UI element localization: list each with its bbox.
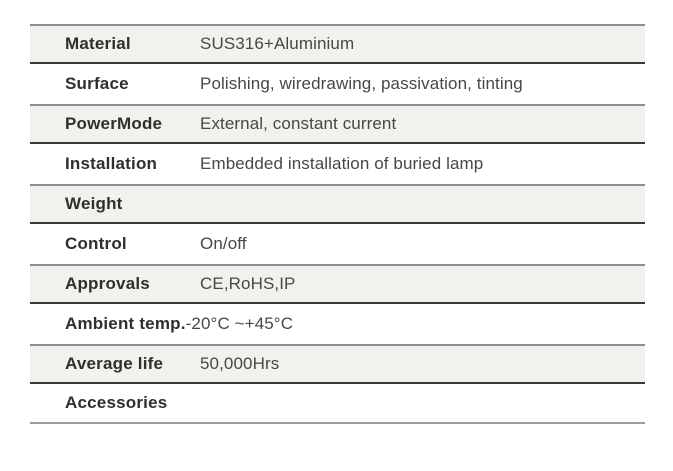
spec-label: Accessories [65, 393, 168, 412]
spec-row-material [30, 24, 645, 64]
specification-table [30, 24, 645, 424]
spec-row-powermode [30, 104, 645, 144]
spec-label: PowerMode [65, 114, 163, 133]
spec-label: Material [65, 34, 131, 53]
spec-label: Ambient temp. [65, 314, 186, 333]
spec-value: CE,RoHS,IP [200, 274, 296, 293]
spec-row-installation [30, 144, 645, 184]
spec-row-surface [30, 64, 645, 104]
spec-row-ambient-temp [30, 304, 645, 344]
spec-label: Weight [65, 194, 123, 213]
spec-label: Control [65, 234, 127, 253]
spec-value: Embedded installation of buried lamp [200, 154, 484, 173]
spec-value: Polishing, wiredrawing, passivation, tinting [200, 74, 523, 93]
spec-label: Approvals [65, 274, 150, 293]
spec-value: External, constant current [200, 114, 397, 133]
spec-row-approvals [30, 264, 645, 304]
spec-row-weight [30, 184, 645, 224]
spec-row-average-life [30, 344, 645, 384]
spec-value: SUS316+Aluminium [200, 34, 355, 53]
spec-value: -20°C ~+45°C [185, 314, 294, 333]
spec-row-accessories [30, 384, 645, 424]
spec-row-control [30, 224, 645, 264]
spec-label: Surface [65, 74, 129, 93]
spec-value: 50,000Hrs [200, 354, 280, 373]
spec-value: On/off [200, 234, 247, 253]
spec-label: Average life [65, 354, 164, 373]
spec-label: Installation [65, 154, 158, 173]
